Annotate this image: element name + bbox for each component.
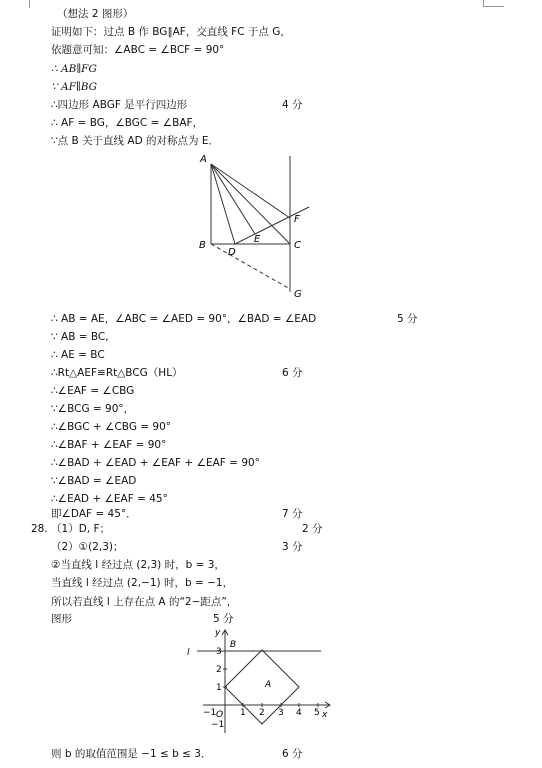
line-l-label: l [187, 648, 190, 658]
proof-step: ∴∠EAD + ∠EAF = 45° [51, 493, 168, 505]
origin-label: O [216, 710, 224, 720]
proof-ab-parallel-fg: ∴ AB∥FG [51, 63, 97, 75]
x-tick-label: 3 [278, 708, 284, 718]
q28-final: 则 b 的取值范围是 −1 ≤ b ≤ 3． [51, 748, 212, 760]
point-a-label: A [265, 680, 272, 690]
coordinate-figure [185, 625, 335, 737]
proof-step: ∵∠BCG = 90°， [51, 403, 135, 415]
y-tick-label: 1 [216, 683, 222, 693]
q28-part1: 28. （1）D, F； [31, 523, 111, 535]
point-b-label: B [230, 640, 237, 650]
proof-step: ∴ AB = AE，∠ABC = ∠AED = 90°，∠BAD = ∠EAD [51, 313, 317, 325]
proof-step: ∴∠BGC + ∠CBG = 90° [51, 421, 172, 433]
q28-figure-word: 图形 [51, 613, 72, 625]
label-d: D [228, 247, 236, 258]
proof-step: ∴∠BAD + ∠EAD + ∠EAF + ∠EAF = 90° [51, 457, 260, 469]
score-label: 5 分 [397, 313, 418, 325]
proof-step: ∵∠BAD = ∠EAD [51, 475, 137, 487]
proof-step: ∵ AB = BC, [51, 331, 109, 343]
proof-intro: 证明如下：过点 B 作 BG∥AF，交直线 FC 于点 G， [51, 26, 291, 38]
q28-case2: 当直线 l 经过点 (2,−1) 时，b = −1， [51, 577, 234, 589]
geometry-figure [193, 152, 315, 302]
q28-part2: （2）①(2,3)； [51, 541, 124, 553]
y-tick-label: 3 [216, 647, 222, 657]
score-label: 6 分 [282, 367, 303, 379]
x-tick-label: −1 [203, 708, 217, 718]
x-tick-label: 1 [240, 708, 246, 718]
score-label: 5 分 [213, 613, 234, 625]
x-tick-label: 2 [259, 708, 265, 718]
proof-step: ∴Rt△AEF≌Rt△BCG（HL） [51, 367, 183, 379]
label-c: C [294, 240, 301, 251]
segment-bg-dashed [211, 244, 290, 289]
q28-conclusion: 所以若直线 l 上存在点 A 的“2−距点”， [51, 596, 238, 608]
y-axis-label: y [215, 628, 221, 638]
score-label: 7 分 [282, 508, 303, 520]
x-axis-label: x [322, 710, 328, 720]
label-a: A [200, 154, 207, 165]
label-b: B [199, 240, 206, 251]
score-label: 2 分 [302, 523, 323, 535]
y-tick-label: −1 [211, 720, 225, 730]
q28-case1: ②当直线 l 经过点 (2,3) 时，b = 3， [51, 559, 225, 571]
proof-given: 依题意可知：∠ABC = ∠BCF = 90° [51, 44, 225, 56]
score-label: 6 分 [282, 748, 303, 760]
segment-de [235, 234, 255, 244]
label-e: E [254, 234, 261, 245]
crop-mark [29, 0, 30, 8]
x-tick-label: 5 [314, 708, 320, 718]
proof-parallelogram: ∴四边形 ABGF 是平行四边形 [51, 99, 188, 111]
proof-step: ∴∠EAF = ∠CBG [51, 385, 135, 397]
label-f: F [294, 214, 300, 225]
segment-ae [211, 164, 255, 234]
proof-symmetric-point: ∵点 B 关于直线 AD 的对称点为 E． [51, 135, 219, 147]
method-heading: （想法 2 图形） [57, 8, 134, 20]
crop-mark [483, 0, 504, 7]
segment-af [211, 164, 290, 218]
score-label: 3 分 [282, 541, 303, 553]
y-tick-label: 2 [216, 665, 222, 675]
proof-step: ∴ AE = BC [51, 349, 105, 361]
segment-ef [255, 207, 309, 234]
proof-af-eq-bg: ∴ AF = BG，∠BGC = ∠BAF， [51, 117, 204, 129]
proof-af-parallel-bg: ∵ AF∥BG [51, 81, 98, 93]
score-label: 4 分 [282, 99, 303, 111]
proof-step: ∴∠BAF + ∠EAF = 90° [51, 439, 167, 451]
x-tick-label: 4 [296, 708, 302, 718]
proof-step: 即∠DAF = 45°． [51, 508, 137, 520]
label-g: G [294, 289, 302, 300]
